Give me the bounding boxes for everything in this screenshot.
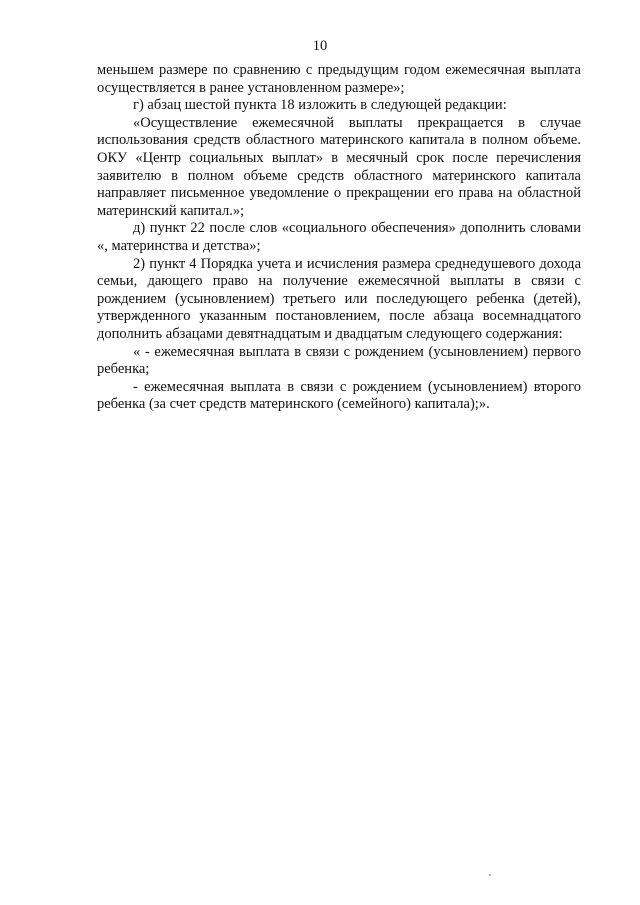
- paragraph-list-item-1: « - ежемесячная выплата в связи с рождением (усыновлением) первого ребенка;: [97, 343, 581, 378]
- paragraph-amendment-d: д) пункт 22 после слов «социального обеспечения» дополнить словами «, материнства и детства»;: [97, 220, 581, 254]
- paragraph-list-item-2: - ежемесячная выплата в связи с рождением (усыновлением) второго ребенка (за счет средств материнского (семейного) капитала);».: [97, 378, 581, 413]
- scan-speck: [489, 874, 491, 876]
- document-body: [97, 62, 581, 414]
- paragraph-continuation: меньшем размере по сравнению с предыдущим годом ежемесячная выплата осуществляется в ранее установленном размере»;: [97, 62, 581, 96]
- paragraph-item-2: 2) пункт 4 Порядка учета и исчисления размера среднедушевого дохода семьи, дающего право на получение ежемесячной выплаты в связи с рождением (усыновлением) третьего или последующего ребенка (детей), утвержденного указанным постановлением, после абзаца восемнадцатого дополнить абзацами девятнадцатым и двадцатым следующего содержания:: [97, 255, 581, 342]
- paragraph-quoted-text: «Осуществление ежемесячной выплаты прекращается в случае использования средств областного материнского капитала в полном объеме. ОКУ «Центр социальных выплат» в месячный срок после перечисления заявителю в полном объеме средств областного материнского капитала направляет письменное уведомление о прекращении его права на областной материнский капитал.»;: [97, 114, 581, 219]
- paragraph-amendment-g: г) абзац шестой пункта 18 изложить в следующей редакции:: [133, 97, 507, 114]
- page-number: 10: [312, 38, 328, 54]
